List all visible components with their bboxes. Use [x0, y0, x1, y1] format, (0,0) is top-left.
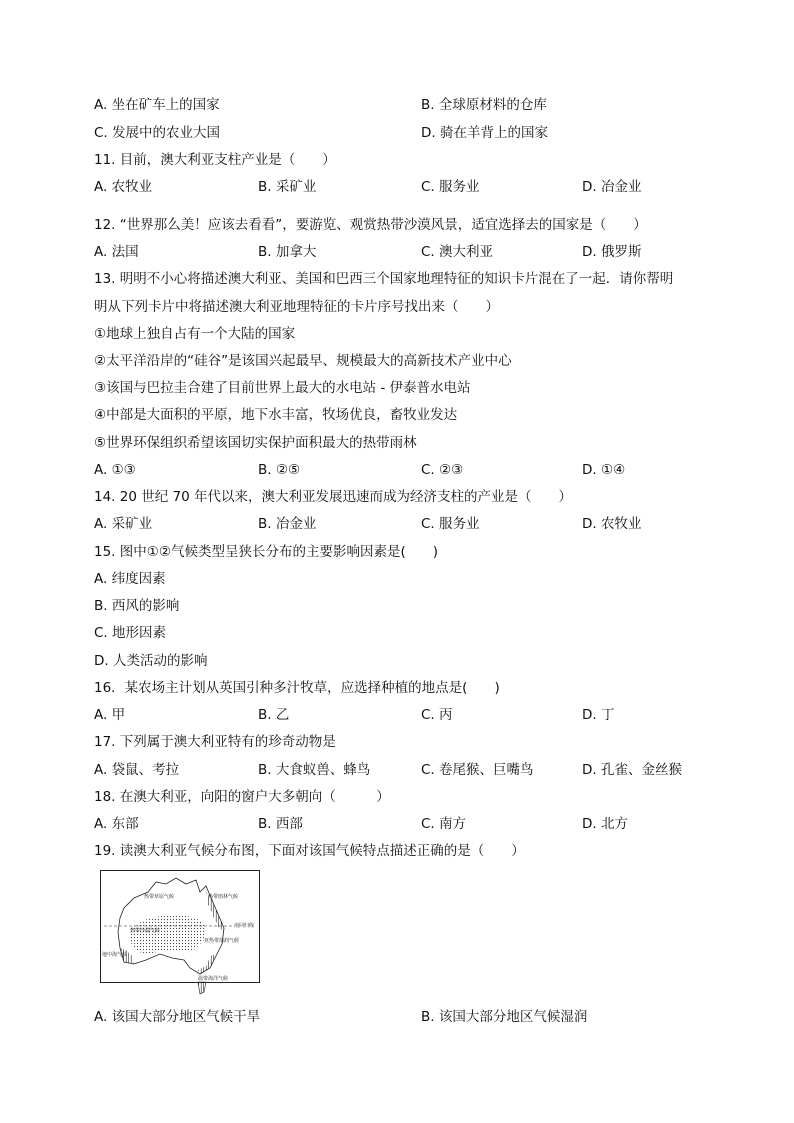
map-label-subtropical: 亚热带湿润气候 — [204, 938, 240, 944]
q10-option-b: B. 全球原材料的仓库 — [421, 97, 547, 113]
q10-option-c: C. 发展中的农业大国 — [94, 125, 221, 141]
q19-option-b: B. 该国大部分地区气候湿润 — [421, 1009, 588, 1025]
map-label-rainforest: 热带雨林气候 — [208, 894, 239, 900]
q12-option-d: D. 俄罗斯 — [582, 244, 642, 260]
q17-option-d: D. 孔雀、金丝猴 — [582, 762, 682, 778]
q11-stem: 11. 目前，澳大利亚支柱产业是（ ） — [94, 152, 336, 168]
q16-option-a: A. 甲 — [94, 707, 126, 723]
q12-option-c: C. 澳大利亚 — [421, 244, 494, 260]
q17-option-a: A. 袋鼠、考拉 — [94, 762, 180, 778]
q17-option-b: B. 大食蚁兽、蜂鸟 — [258, 762, 371, 778]
q13-option-c: C. ②③ — [421, 462, 464, 478]
q17-option-c: C. 卷尾猴、巨嘴鸟 — [421, 762, 534, 778]
q13-option-d: D. ①④ — [582, 462, 626, 478]
q13-option-b: B. ②⑤ — [258, 462, 301, 478]
q11-option-a: A. 农牧业 — [94, 179, 153, 195]
q19-option-a: A. 该国大部分地区气候干旱 — [94, 1009, 261, 1025]
map-label-savanna: 热带草原气候 — [144, 894, 175, 900]
q11-option-b: B. 采矿业 — [258, 179, 317, 195]
q14-option-d: D. 农牧业 — [582, 516, 642, 532]
q14-stem: 14. 20 世纪 70 年代以来，澳大利亚发展迅速而成为经济支柱的产业是（ ） — [94, 489, 572, 505]
q13-stem-line2: 明从下列卡片中将描述澳大利亚地理特征的卡片序号找出来（ ） — [94, 299, 499, 315]
q12-stem: 12. “世界那么美！应该去看看”，要游览、观赏热带沙漠风景，适宜选择去的国家是（ ） — [94, 217, 647, 233]
q18-option-c: C. 南方 — [421, 816, 467, 832]
q13-card-4: ④中部是大面积的平原，地下水丰富，牧场优良，畜牧业发达 — [94, 407, 458, 423]
q16-option-c: C. 丙 — [421, 707, 453, 723]
q18-option-d: D. 北方 — [582, 816, 628, 832]
q16-stem: 16．某农场主计划从英国引种多汁牧草，应选择种植的地点是( ) — [94, 680, 500, 696]
q14-option-b: B. 冶金业 — [258, 516, 317, 532]
q17-stem: 17. 下列属于澳大利亚特有的珍奇动物是 — [94, 734, 336, 750]
q15-option-d: D. 人类活动的影响 — [94, 653, 208, 669]
q15-stem: 15. 图中①②气候类型呈狭长分布的主要影响因素是( ) — [94, 544, 438, 560]
australia-climate-map — [100, 870, 260, 998]
q18-option-b: B. 西部 — [258, 816, 303, 832]
q13-card-2: ②太平洋沿岸的“硅谷”是该国兴起最早、规模最大的高新技术产业中心 — [94, 353, 512, 369]
q10-option-a: A. 坐在矿车上的国家 — [94, 97, 220, 113]
map-label-mediterranean: 地中海气候 — [102, 952, 128, 958]
q11-option-c: C. 服务业 — [421, 179, 480, 195]
q16-option-b: B. 乙 — [258, 707, 290, 723]
q13-stem-line1: 13. 明明不小心将描述澳大利亚、美国和巴西三个国家地理特征的知识卡片混在了一起．请你帮明 — [94, 271, 674, 287]
q16-option-d: D. 丁 — [582, 707, 615, 723]
map-label-tropic: 南回归线 — [234, 923, 255, 929]
q13-card-5: ⑤世界环保组织希望该国切实保护面积最大的热带雨林 — [94, 435, 417, 451]
q13-card-3: ③该国与巴拉圭合建了目前世界上最大的水电站 - 伊泰普水电站 — [94, 380, 471, 396]
q15-option-a: A. 纬度因素 — [94, 571, 166, 587]
q14-option-c: C. 服务业 — [421, 516, 480, 532]
q13-card-1: ①地球上独自占有一个大陆的国家 — [94, 326, 296, 342]
q15-option-b: B. 西风的影响 — [94, 598, 180, 614]
q12-option-a: A. 法国 — [94, 244, 139, 260]
q11-option-d: D. 冶金业 — [582, 179, 642, 195]
map-label-temperate: 温带海洋气候 — [198, 976, 229, 982]
q13-option-a: A. ①③ — [94, 462, 136, 478]
q18-stem: 18. 在澳大利亚，向阳的窗户大多朝向（ ） — [94, 789, 390, 805]
q15-option-c: C. 地形因素 — [94, 625, 167, 641]
q12-option-b: B. 加拿大 — [258, 244, 317, 260]
q14-option-a: A. 采矿业 — [94, 516, 153, 532]
q19-stem: 19. 读澳大利亚气候分布图，下面对该国气候特点描述正确的是（ ） — [94, 843, 525, 859]
map-label-desert: 热带沙漠气候 — [130, 928, 161, 934]
q10-option-d: D. 骑在羊背上的国家 — [421, 125, 548, 141]
q18-option-a: A. 东部 — [94, 816, 139, 832]
tasmania — [198, 982, 206, 994]
